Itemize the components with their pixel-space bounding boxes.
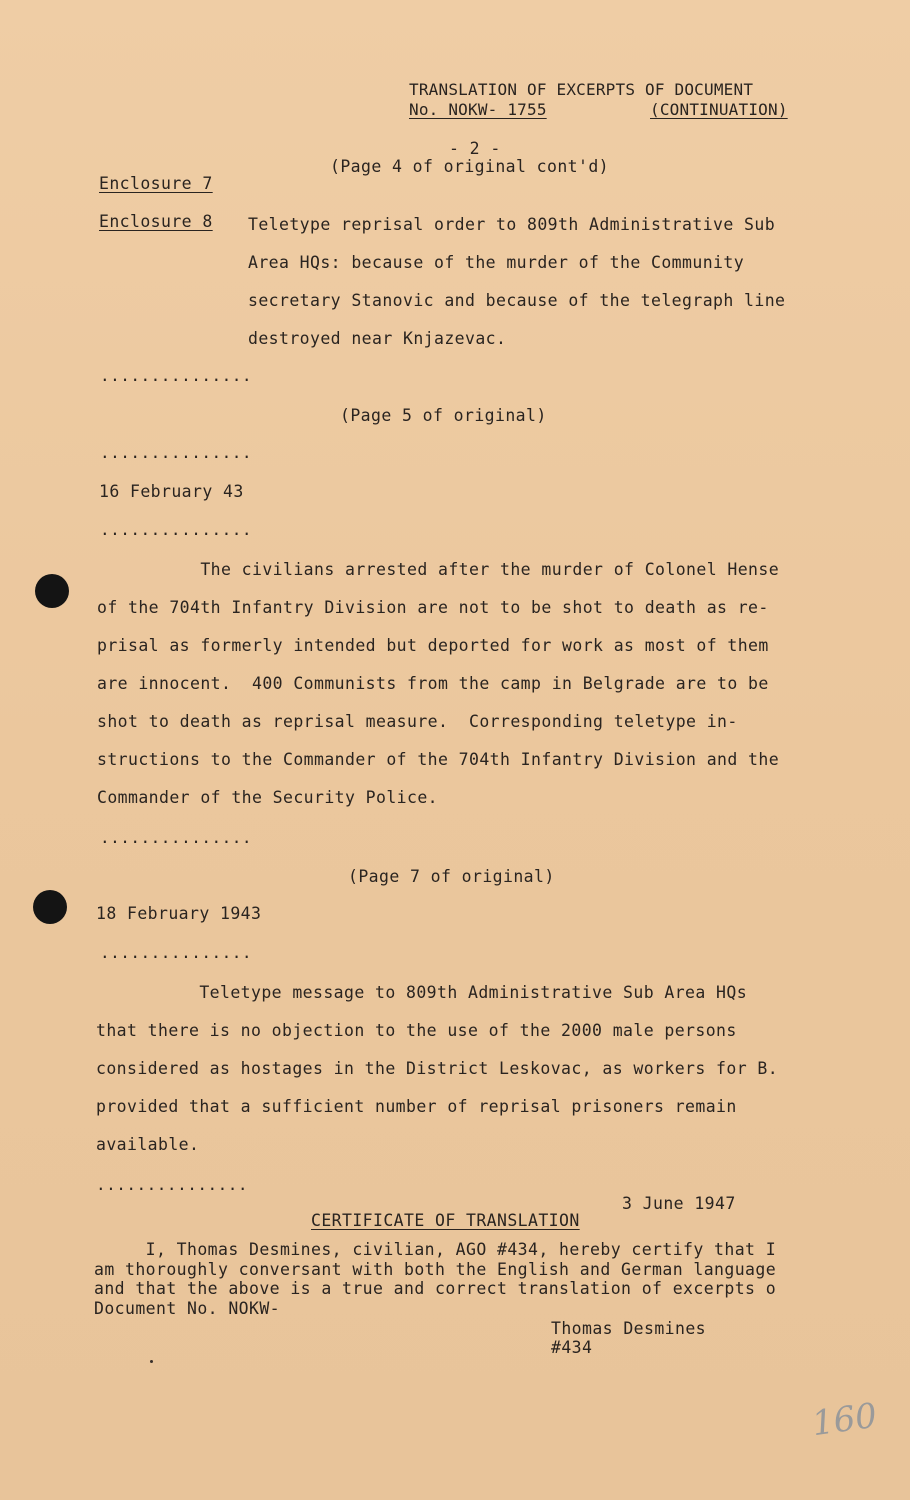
translator-number: #434	[551, 1338, 593, 1357]
text-line: shot to death as reprisal measure. Corresponding teletype in-	[97, 712, 738, 731]
certificate-title: CERTIFICATE OF TRANSLATION	[311, 1211, 580, 1230]
text-line: secretary Stanovic and because of the telegraph line	[248, 291, 786, 310]
text-line: Area HQs: because of the murder of the Community	[248, 253, 745, 272]
text-line: Teletype reprisal order to 809th Administrative Sub	[248, 215, 776, 234]
text-line: The civilians arrested after the murder of Colonel Hense	[97, 560, 780, 579]
page-number: - 2 -	[449, 139, 501, 158]
certificate-text	[94, 1240, 776, 1318]
text-line: structions to the Commander of the 704th Infantry Division and the	[97, 750, 780, 769]
translator-name: Thomas Desmines	[551, 1319, 707, 1338]
page-reference: (Page 4 of original cont'd)	[330, 157, 610, 176]
text-line: considered as hostages in the District Leskovac, as workers for B.	[96, 1059, 779, 1078]
ellipsis-divider: ...............	[100, 828, 252, 847]
text-line: are innocent. 400 Communists from the camp in Belgrade are to be	[97, 674, 769, 693]
paragraph-reprisal-hense	[97, 559, 779, 825]
punch-hole	[35, 574, 69, 608]
punch-hole	[33, 890, 67, 924]
text-line: I, Thomas Desmines, civilian, AGO #434, hereby certify that I	[94, 1240, 777, 1259]
text-line: Commander of the Security Police.	[97, 788, 439, 807]
header-document-number: No. NOKW- 1755	[409, 100, 547, 119]
enclosure-8-text	[248, 214, 785, 366]
date-18-february-1943: 18 February 1943	[96, 904, 262, 923]
date-16-february-43: 16 February 43	[99, 482, 244, 501]
handwritten-page-number: 160	[809, 1395, 880, 1445]
text-line: of the 704th Infantry Division are not to be shot to death as re-	[97, 598, 769, 617]
text-line: Teletype message to 809th Administrative Sub Area HQs	[96, 983, 748, 1002]
ellipsis-divider: ...............	[100, 443, 252, 462]
ellipsis-divider: ...............	[100, 520, 252, 539]
text-line: provided that a sufficient number of reprisal prisoners remain	[96, 1097, 737, 1116]
paragraph-hostages-leskovac	[96, 982, 778, 1172]
enclosure-7-label: Enclosure 7	[99, 174, 213, 193]
ellipsis-divider: ...............	[100, 943, 252, 962]
certificate-date: 3 June 1947	[622, 1194, 736, 1213]
text-line: and that the above is a true and correct translation of excerpts o	[94, 1279, 777, 1298]
header-title: TRANSLATION OF EXCERPTS OF DOCUMENT	[409, 80, 754, 99]
text-line: available.	[96, 1135, 200, 1154]
text-line: destroyed near Knjazevac.	[248, 329, 507, 348]
header-continuation: (CONTINUATION)	[650, 100, 788, 119]
enclosure-8-label: Enclosure 8	[99, 212, 213, 231]
text-line: am thoroughly conversant with both the English and German language	[94, 1259, 777, 1279]
ellipsis-divider: ...............	[100, 366, 252, 385]
ink-speck	[150, 1360, 153, 1363]
text-line: prisal as formerly intended but deported for work as most of them	[97, 636, 769, 655]
page-7-reference: (Page 7 of original)	[348, 867, 555, 886]
text-line: that there is no objection to the use of the 2000 male persons	[96, 1021, 737, 1040]
text-line: Document No. NOKW-	[94, 1298, 281, 1318]
page-5-reference: (Page 5 of original)	[340, 406, 547, 425]
ellipsis-divider: ...............	[96, 1175, 248, 1194]
